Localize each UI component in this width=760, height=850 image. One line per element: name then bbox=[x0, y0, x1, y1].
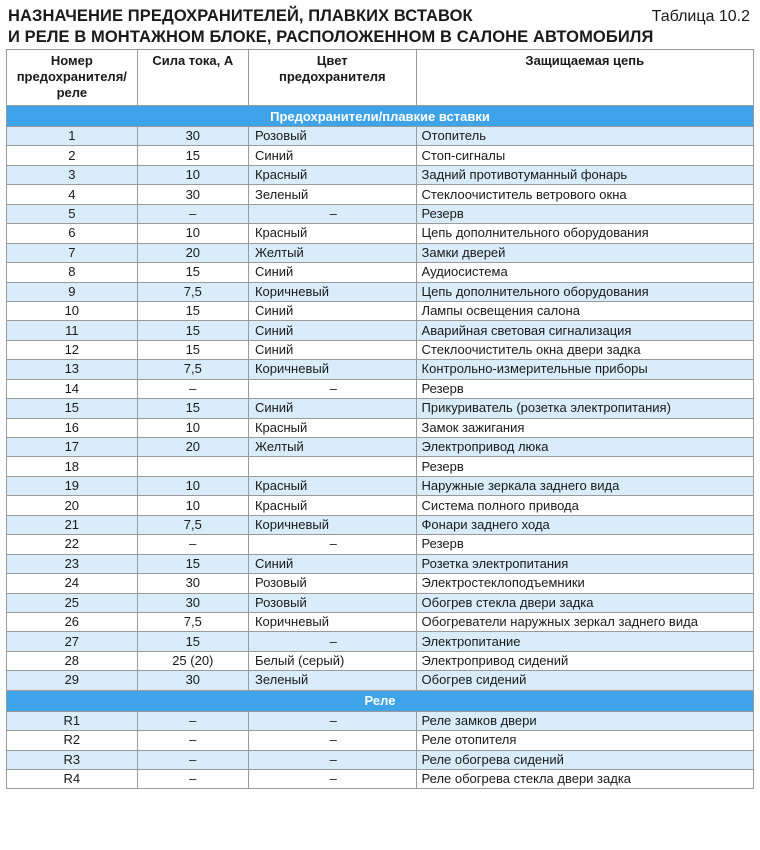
cell-current: 25 (20) bbox=[137, 651, 248, 670]
table-row bbox=[7, 711, 754, 730]
cell-color: Коричневый bbox=[248, 282, 416, 301]
cell-circuit: Отопитель bbox=[416, 127, 753, 146]
cell-circuit: Контрольно-измерительные приборы bbox=[416, 360, 753, 379]
cell-color: Белый (серый) bbox=[248, 651, 416, 670]
cell-circuit: Лампы освещения салона bbox=[416, 301, 753, 320]
cell-circuit: Реле отопителя bbox=[416, 731, 753, 750]
cell-circuit: Стеклоочиститель ветрового окна bbox=[416, 185, 753, 204]
cell-current: 30 bbox=[137, 185, 248, 204]
table-body bbox=[7, 106, 754, 789]
cell-circuit: Фонари заднего хода bbox=[416, 515, 753, 534]
cell-current: – bbox=[137, 770, 248, 789]
cell-color: Желтый bbox=[248, 438, 416, 457]
table-row bbox=[7, 224, 754, 243]
cell-circuit: Обогрев сидений bbox=[416, 671, 753, 690]
cell-current: – bbox=[137, 731, 248, 750]
cell-circuit: Стоп-сигналы bbox=[416, 146, 753, 165]
cell-current: 10 bbox=[137, 496, 248, 515]
cell-current bbox=[137, 457, 248, 476]
cell-color: Коричневый bbox=[248, 360, 416, 379]
table-row bbox=[7, 263, 754, 282]
table-row bbox=[7, 750, 754, 769]
cell-circuit: Реле обогрева сидений bbox=[416, 750, 753, 769]
cell-current: 10 bbox=[137, 418, 248, 437]
cell-current: 30 bbox=[137, 574, 248, 593]
table-row bbox=[7, 243, 754, 262]
cell-number: 8 bbox=[7, 263, 138, 282]
table-row bbox=[7, 438, 754, 457]
cell-number: 3 bbox=[7, 165, 138, 184]
cell-number: 27 bbox=[7, 632, 138, 651]
cell-color: Желтый bbox=[248, 243, 416, 262]
cell-current: 15 bbox=[137, 321, 248, 340]
cell-current: 15 bbox=[137, 301, 248, 320]
cell-color: Синий bbox=[248, 554, 416, 573]
table-row bbox=[7, 340, 754, 359]
table-row bbox=[7, 301, 754, 320]
cell-color: Синий bbox=[248, 301, 416, 320]
column-header-circuit: Защищаемая цепь bbox=[416, 50, 753, 106]
cell-number: 12 bbox=[7, 340, 138, 359]
cell-number: 28 bbox=[7, 651, 138, 670]
cell-current: 15 bbox=[137, 146, 248, 165]
cell-current: 30 bbox=[137, 671, 248, 690]
table-row bbox=[7, 731, 754, 750]
table-row bbox=[7, 632, 754, 651]
cell-color: Красный bbox=[248, 165, 416, 184]
cell-color bbox=[248, 457, 416, 476]
cell-color: Синий bbox=[248, 146, 416, 165]
cell-color: Красный bbox=[248, 476, 416, 495]
cell-current: – bbox=[137, 379, 248, 398]
cell-number: 23 bbox=[7, 554, 138, 573]
cell-current: 20 bbox=[137, 438, 248, 457]
cell-color: Розовый bbox=[248, 127, 416, 146]
cell-number: 25 bbox=[7, 593, 138, 612]
cell-circuit: Розетка электропитания bbox=[416, 554, 753, 573]
cell-color: Синий bbox=[248, 399, 416, 418]
table-row bbox=[7, 204, 754, 223]
cell-color: Коричневый bbox=[248, 612, 416, 631]
cell-color: – bbox=[248, 632, 416, 651]
cell-circuit: Аудиосистема bbox=[416, 263, 753, 282]
cell-number: 7 bbox=[7, 243, 138, 262]
cell-number: R4 bbox=[7, 770, 138, 789]
table-row bbox=[7, 399, 754, 418]
cell-current: – bbox=[137, 535, 248, 554]
cell-number: 24 bbox=[7, 574, 138, 593]
cell-circuit: Реле обогрева стекла двери задка bbox=[416, 770, 753, 789]
cell-circuit: Электростеклоподъемники bbox=[416, 574, 753, 593]
table-row bbox=[7, 165, 754, 184]
table-row bbox=[7, 457, 754, 476]
table-row bbox=[7, 127, 754, 146]
table-number: Таблица 10.2 bbox=[651, 8, 750, 25]
cell-number: 19 bbox=[7, 476, 138, 495]
table-row bbox=[7, 321, 754, 340]
cell-circuit: Цепь дополнительного оборудования bbox=[416, 224, 753, 243]
cell-circuit: Электропривод люка bbox=[416, 438, 753, 457]
table-row bbox=[7, 671, 754, 690]
cell-current: – bbox=[137, 204, 248, 223]
cell-circuit: Стеклоочиститель окна двери задка bbox=[416, 340, 753, 359]
cell-current: 7,5 bbox=[137, 282, 248, 301]
table-row bbox=[7, 535, 754, 554]
cell-color: Синий bbox=[248, 321, 416, 340]
cell-number: 15 bbox=[7, 399, 138, 418]
table-row bbox=[7, 185, 754, 204]
cell-circuit: Обогрев стекла двери задка bbox=[416, 593, 753, 612]
cell-number: 17 bbox=[7, 438, 138, 457]
cell-current: 20 bbox=[137, 243, 248, 262]
cell-color: Красный bbox=[248, 224, 416, 243]
cell-circuit: Резерв bbox=[416, 204, 753, 223]
cell-circuit: Система полного привода bbox=[416, 496, 753, 515]
table-row bbox=[7, 554, 754, 573]
cell-number: R2 bbox=[7, 731, 138, 750]
cell-circuit: Замки дверей bbox=[416, 243, 753, 262]
cell-current: 30 bbox=[137, 127, 248, 146]
cell-circuit: Аварийная световая сигнализация bbox=[416, 321, 753, 340]
cell-current: 30 bbox=[137, 593, 248, 612]
table-title bbox=[8, 6, 752, 48]
cell-color: Коричневый bbox=[248, 515, 416, 534]
cell-number: 1 bbox=[7, 127, 138, 146]
column-header-number: Номер предохранителя/ реле bbox=[7, 50, 138, 106]
section-title: Предохранители/плавкие вставки bbox=[7, 106, 754, 127]
cell-number: 11 bbox=[7, 321, 138, 340]
cell-number: 21 bbox=[7, 515, 138, 534]
cell-number: 2 bbox=[7, 146, 138, 165]
cell-circuit: Резерв bbox=[416, 379, 753, 398]
cell-color: Синий bbox=[248, 340, 416, 359]
cell-number: 16 bbox=[7, 418, 138, 437]
cell-color: Зеленый bbox=[248, 671, 416, 690]
table-row bbox=[7, 146, 754, 165]
cell-number: 22 bbox=[7, 535, 138, 554]
table-row bbox=[7, 496, 754, 515]
table-row bbox=[7, 515, 754, 534]
cell-color: Зеленый bbox=[248, 185, 416, 204]
cell-color: – bbox=[248, 770, 416, 789]
cell-current: 10 bbox=[137, 476, 248, 495]
fuse-relay-table bbox=[6, 49, 754, 789]
cell-circuit: Прикуриватель (розетка электропитания) bbox=[416, 399, 753, 418]
table-row bbox=[7, 574, 754, 593]
table-row bbox=[7, 418, 754, 437]
cell-current: 10 bbox=[137, 165, 248, 184]
cell-current: 7,5 bbox=[137, 612, 248, 631]
cell-current: 15 bbox=[137, 399, 248, 418]
cell-circuit: Реле замков двери bbox=[416, 711, 753, 730]
section-header-row bbox=[7, 690, 754, 711]
cell-number: 4 bbox=[7, 185, 138, 204]
cell-current: 7,5 bbox=[137, 360, 248, 379]
cell-current: 7,5 bbox=[137, 515, 248, 534]
title-line-1: НАЗНАЧЕНИЕ ПРЕДОХРАНИТЕЛЕЙ, ПЛАВКИХ ВСТАВОК bbox=[8, 7, 473, 25]
title-line-2: И РЕЛЕ В МОНТАЖНОМ БЛОКЕ, РАСПОЛОЖЕННОМ В САЛОНЕ АВТОМОБИЛЯ bbox=[8, 28, 654, 46]
column-header-current: Сила тока, А bbox=[137, 50, 248, 106]
cell-circuit: Обогреватели наружных зеркал заднего вида bbox=[416, 612, 753, 631]
cell-number: 6 bbox=[7, 224, 138, 243]
column-header-color: Цвет предохранителя bbox=[248, 50, 416, 106]
cell-color: – bbox=[248, 731, 416, 750]
cell-current: 15 bbox=[137, 340, 248, 359]
cell-color: – bbox=[248, 535, 416, 554]
cell-color: Розовый bbox=[248, 593, 416, 612]
table-row bbox=[7, 282, 754, 301]
cell-number: 20 bbox=[7, 496, 138, 515]
section-header-row bbox=[7, 106, 754, 127]
table-row bbox=[7, 476, 754, 495]
cell-current: – bbox=[137, 711, 248, 730]
table-row bbox=[7, 379, 754, 398]
cell-current: 10 bbox=[137, 224, 248, 243]
cell-number: R3 bbox=[7, 750, 138, 769]
cell-circuit: Задний противотуманный фонарь bbox=[416, 165, 753, 184]
cell-number: 29 bbox=[7, 671, 138, 690]
cell-color: Красный bbox=[248, 496, 416, 515]
cell-number: 13 bbox=[7, 360, 138, 379]
cell-current: 15 bbox=[137, 554, 248, 573]
cell-number: 5 bbox=[7, 204, 138, 223]
cell-color: – bbox=[248, 750, 416, 769]
cell-color: – bbox=[248, 379, 416, 398]
table-row bbox=[7, 612, 754, 631]
cell-color: Розовый bbox=[248, 574, 416, 593]
cell-current: 15 bbox=[137, 263, 248, 282]
cell-circuit: Цепь дополнительного оборудования bbox=[416, 282, 753, 301]
cell-number: R1 bbox=[7, 711, 138, 730]
cell-number: 10 bbox=[7, 301, 138, 320]
cell-number: 9 bbox=[7, 282, 138, 301]
cell-current: – bbox=[137, 750, 248, 769]
cell-color: Синий bbox=[248, 263, 416, 282]
cell-number: 18 bbox=[7, 457, 138, 476]
cell-circuit: Наружные зеркала заднего вида bbox=[416, 476, 753, 495]
table-row bbox=[7, 651, 754, 670]
table-row bbox=[7, 593, 754, 612]
cell-color: – bbox=[248, 204, 416, 223]
cell-color: – bbox=[248, 711, 416, 730]
cell-circuit: Замок зажигания bbox=[416, 418, 753, 437]
cell-circuit: Электропривод сидений bbox=[416, 651, 753, 670]
cell-current: 15 bbox=[137, 632, 248, 651]
cell-circuit: Резерв bbox=[416, 535, 753, 554]
cell-circuit: Резерв bbox=[416, 457, 753, 476]
cell-circuit: Электропитание bbox=[416, 632, 753, 651]
section-title: Реле bbox=[7, 690, 754, 711]
cell-number: 14 bbox=[7, 379, 138, 398]
table-header-row bbox=[7, 50, 754, 106]
cell-color: Красный bbox=[248, 418, 416, 437]
cell-number: 26 bbox=[7, 612, 138, 631]
table-row bbox=[7, 360, 754, 379]
table-row bbox=[7, 770, 754, 789]
